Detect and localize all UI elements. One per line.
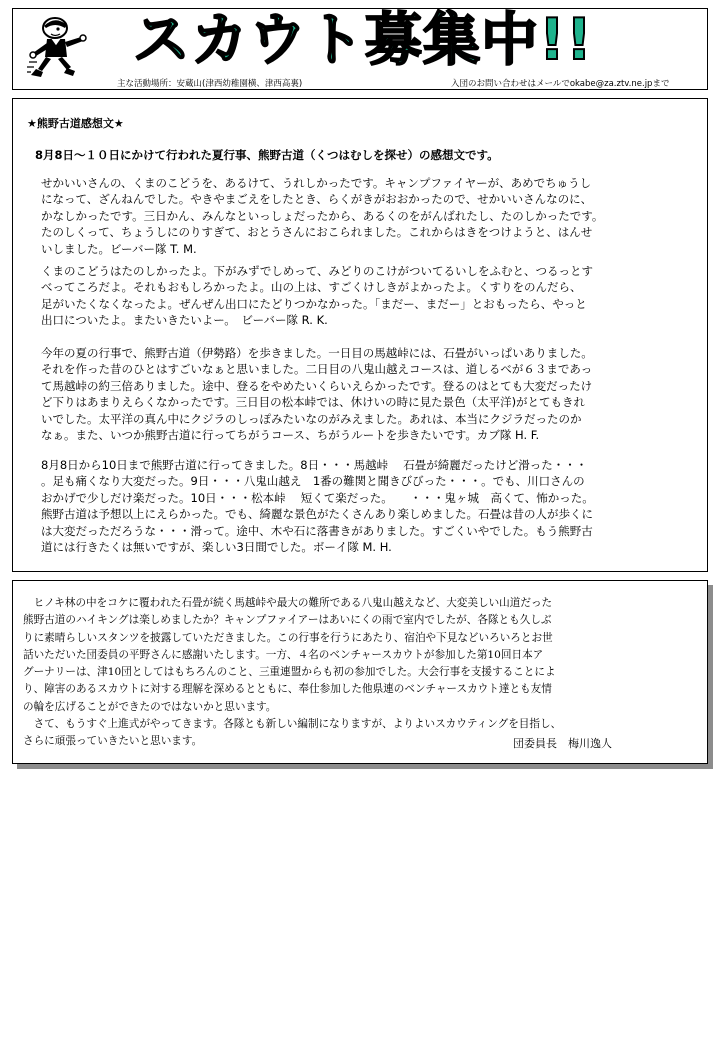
essay-paragraph	[41, 263, 691, 329]
activity-place-text: 主な活動場所：安蔵山(津西幼稚園横、津西高裏)	[117, 79, 303, 89]
message-line: り、障害のあるスカウトに対する理解を深めるとともに、奉仕参加した他県連のベンチャースカウト達とも友情	[23, 683, 552, 696]
essay-line: いしました。ビーバー隊 T. M.	[41, 241, 197, 256]
message-line: ヒノキ林の中をコケに覆われた石畳が続く馬越峠や最大の難所である八鬼山越えなど、大変美しい山道だった	[23, 597, 553, 609]
page-title: スカウト募集中!!	[133, 7, 593, 73]
essay-line: になって、ざんねんでした。やきやまごえをしたとき、らくがきがおおかったので、せかいいさんなのに、	[41, 192, 593, 207]
essay-paragraph	[41, 345, 691, 443]
essays-heading: ★熊野古道感想文★	[27, 117, 124, 130]
essay-line: せかいいさんの、くまのこどうを、あるけて、うれしかったです。キャンプファイヤーが、あめでちゅうし	[41, 176, 592, 190]
essay-line: て馬越峠の約三倍ありました。途中、登るをやめたいくらいえらかったです。登るのはとても大変だったけ	[41, 378, 593, 393]
essay-paragraph	[41, 175, 691, 257]
signature: 団委員長 梅川逸人	[513, 737, 612, 750]
essay-line: なぁ。また、いつか熊野古道に行ってちがうコース、ちがうルートを歩きたいです。カブ隊 H. F.	[41, 428, 540, 443]
essay-paragraph	[41, 457, 691, 555]
message-line: グーナリーは、津10団としてはもちろんのこと、三重連盟からも初の参加でした。大会行事を支援することによ	[23, 666, 556, 679]
essay-line: おかげで少しだけ楽だった。10日・・・松本峠 短くて楽だった。 ・・・鬼ヶ城 高くて、怖かった。	[41, 490, 594, 505]
message-line: 熊野古道のハイキングは楽しめましたか？キャンプファイアーはあいにくの雨で室内でしたが、各隊とも久しぶ	[23, 614, 552, 627]
chair-message-box	[12, 580, 708, 764]
essay-line: 道には行きたくは無いですが、楽しい3日間でした。ボーイ隊 M. H.	[41, 540, 392, 555]
essay-line: 8月8日から10日まで熊野古道に行ってきました。8日・・・馬越峠 石畳が綺麗だったけど滑った・・・	[41, 458, 588, 472]
essay-line: 今年の夏の行事で、熊野古道（伊勢路）を歩きました。一日目の馬越峠には、石畳がいっぱいありました。	[41, 346, 593, 360]
essay-line: べってころだよ。それもおもしろかったよ。山の上は、すごくけしきがよかったよ。くすりをのんだら、	[41, 280, 582, 295]
contact-text: 入団のお問い合わせはメールでokabe@za.ztv.ne.jpまで	[451, 79, 670, 89]
running-scout-mascot-icon	[27, 15, 91, 83]
essay-line: 熊野古道は予想以上にえらかった。でも、綺麗な景色がたくさんあり楽しめました。石畳は昔の人が歩くに	[41, 507, 593, 522]
message-line: りに素晴らしいスタンツを披露していただきました。この行事を行うにあたり、宿泊や下見などいろいろとお世	[23, 631, 553, 644]
essay-line: 。足も痛くなり大変だった。9日・・・八鬼山越え 1番の難関と聞きびびった・・・。でも、川口さんの	[41, 474, 585, 489]
message-line: 話いただいた団委員の平野さんに感謝いたします。一方、４名のベンチャースカウトが参加した第10回日本ア	[23, 648, 544, 661]
header-box	[12, 8, 708, 90]
essay-line: それを作った昔のひとはすごいなぁと思いました。二日目の八鬼山越えコースは、道しるべが６３まであっ	[41, 362, 593, 377]
chair-message-text	[23, 595, 699, 751]
essay-line: 出口についたよ。またいきたいよー。 ビーバー隊 R. K.	[41, 313, 328, 328]
essays-lead: 8月8日～１０日にかけて行われた夏行事、熊野古道（くつはむしを探せ）の感想文です。	[35, 148, 499, 162]
essay-line: ど下りはあまりえらくなかったです。三日目の松本峠では、休けいの時に見た景色（太平洋)がとてもきれ	[41, 395, 586, 410]
essay-line: は大変だっただろうな・・・滑って。途中、木や石に落書きがありました。すごくいやでした。もう熊野古	[41, 523, 593, 538]
message-line: の輪を広げることができたのではないかと思います。	[23, 700, 277, 713]
essay-line: かなしかったです。三日かん、みんなといっしょだったから、あるくのをがんばれたし、たのしかったです。	[41, 208, 604, 223]
essay-line: たのしくって、ちょうしにのりすぎて、おとうさんにおこられました。これからはきをつけようと、はんせ	[41, 225, 593, 240]
message-line: さらに頑張っていきたいと思います。	[23, 735, 203, 748]
essays-box	[12, 98, 708, 572]
essay-line: くまのこどうはたのしかったよ。下がみずでしめって、みどりのこけがついてるいしをふむと、つるっとす	[41, 264, 593, 278]
essay-line: いでした。太平洋の真ん中にクジラのしっぽみたいなのがみえました。あれは、本当にクジラだったのか	[41, 411, 582, 426]
message-line: さて、もうすぐ上進式がやってきます。各隊とも新しい編制になりますが、よりよいスカウティングを目指し、	[23, 718, 562, 731]
essay-line: 足がいたくなくなったよ。ぜんぜん出口にたどりつかなかった。「まだー、まだー」とおもったら、やっと	[41, 296, 587, 311]
